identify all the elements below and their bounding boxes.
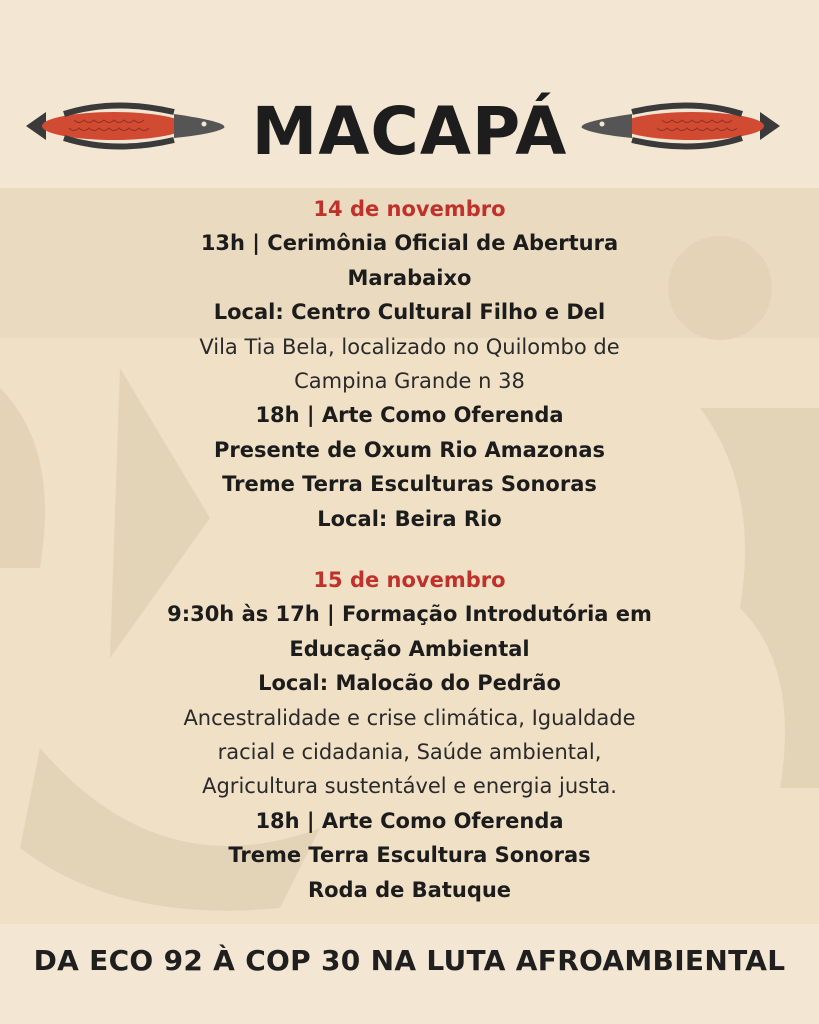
event-line: Treme Terra Esculturas Sonoras	[222, 472, 597, 497]
address-line: Vila Tia Bela, localizado no Quilombo de	[199, 334, 620, 359]
location-line: Local: Beira Rio	[317, 506, 502, 531]
arowana-fish-icon	[576, 100, 782, 152]
page-title: MACAPÁ	[251, 93, 568, 170]
event-line: 9:30h às 17h | Formação Introdutória em	[167, 602, 652, 627]
description-line: racial e cidadania, Saúde ambiental,	[217, 740, 602, 765]
event-line: Treme Terra Escultura Sonoras	[228, 843, 591, 868]
description-line: Ancestralidade e crise climática, Igualdade	[183, 705, 636, 730]
location-line: Local: Malocão do Pedrão	[258, 671, 561, 696]
event-line: Marabaixo	[347, 265, 472, 290]
event-line: Educação Ambiental	[289, 636, 530, 661]
date-heading: 14 de novembro	[313, 197, 506, 221]
event-line: Roda de Batuque	[307, 877, 512, 902]
schedule-day-1	[60, 192, 759, 536]
header	[0, 88, 819, 174]
event-line: 18h | Arte Como Oferenda	[255, 403, 564, 428]
schedule-day-2	[60, 563, 759, 907]
date-heading: 15 de novembro	[313, 568, 506, 592]
event-line: 18h | Arte Como Oferenda	[255, 808, 564, 833]
event-line: Presente de Oxum Rio Amazonas	[213, 437, 606, 462]
event-line: 13h | Cerimônia Oficial de Abertura	[200, 231, 619, 256]
palm-leaf-left-icon	[0, 388, 45, 568]
footer-slogan: DA ECO 92 À COP 30 NA LUTA AFROAMBIENTAL	[33, 944, 786, 977]
address-line: Campina Grande n 38	[294, 369, 525, 394]
location-line: Local: Centro Cultural Filho e Del	[213, 300, 606, 325]
description-line: Agricultura sustentável e energia justa.	[202, 774, 617, 799]
